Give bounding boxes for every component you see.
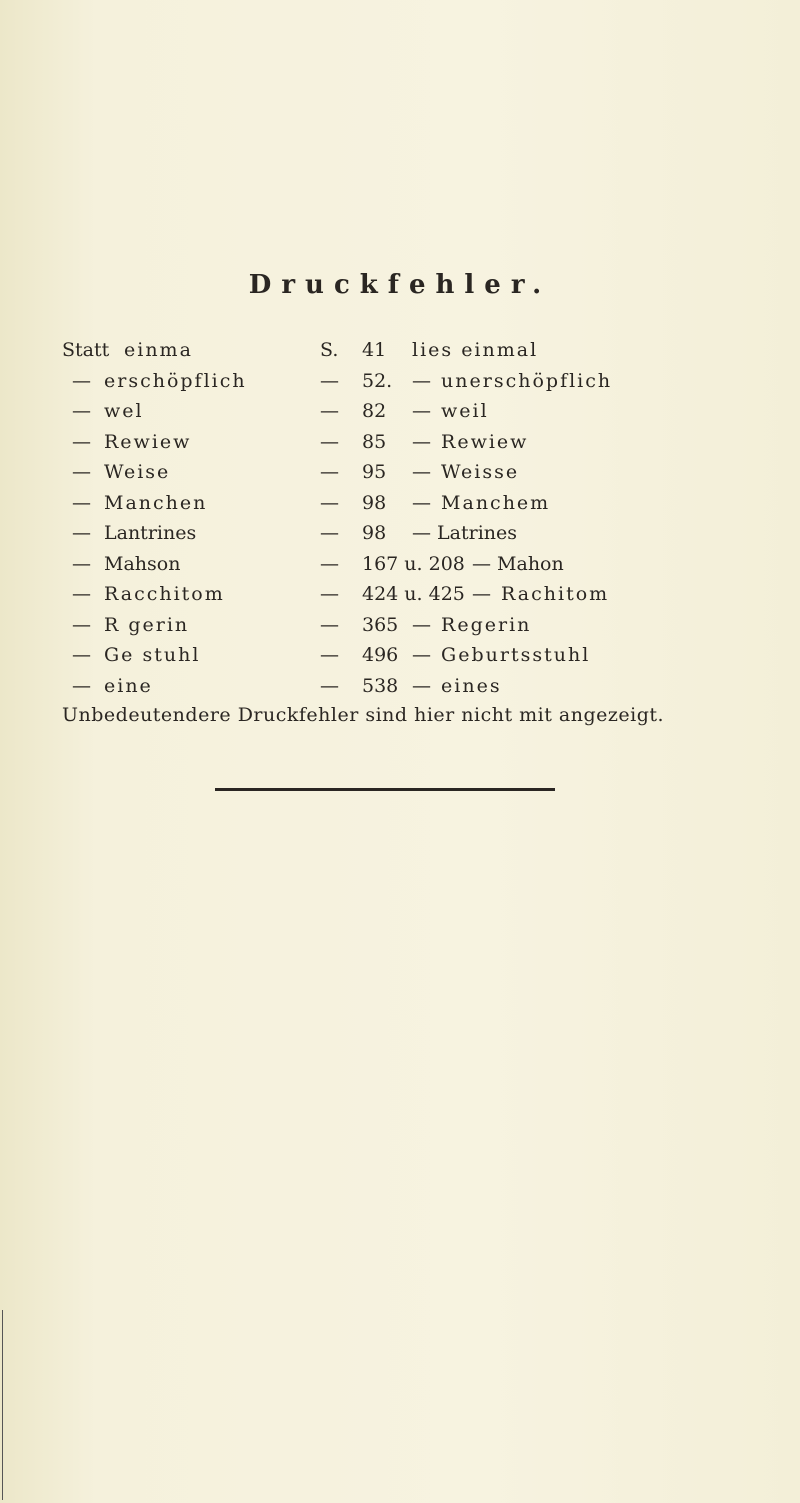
- row-lead: —: [72, 430, 91, 453]
- page-number: 496: [362, 644, 399, 666]
- page-prefix: —: [320, 613, 339, 636]
- correct-text: lies einmal: [412, 339, 539, 361]
- wrong-text: erschöpflich: [104, 369, 247, 392]
- errata-row: [62, 335, 782, 366]
- wrong-text: Lantrines: [104, 522, 197, 544]
- wrong-text: Racchitom: [104, 583, 225, 605]
- row-lead: —: [72, 644, 91, 666]
- page-prefix: —: [320, 400, 339, 422]
- correct-text: — Latrines: [412, 522, 518, 544]
- correct-text: — Geburtsstuhl: [412, 644, 591, 666]
- page-number: 365: [362, 613, 399, 636]
- correct-text: — Mahon: [472, 552, 564, 575]
- footer-note: Unbedeutendere Druckfehler sind hier nicht mit angezeigt.: [62, 704, 665, 726]
- wrong-text: R gerin: [104, 613, 190, 636]
- row-lead: —: [72, 369, 91, 392]
- correct-text: — eines: [412, 674, 502, 697]
- wrong-text: Manchen: [104, 491, 208, 514]
- page-number: 41: [362, 339, 387, 361]
- errata-row: [62, 518, 782, 549]
- correct-text: — unerschöpflich: [412, 369, 613, 392]
- page-number: 85: [362, 430, 387, 453]
- errata-row: [62, 671, 782, 702]
- page-number: 538: [362, 674, 399, 697]
- row-lead: —: [72, 461, 91, 483]
- page-number: 98: [362, 522, 387, 544]
- row-lead: —: [72, 674, 91, 697]
- row-lead: —: [72, 583, 91, 605]
- page-prefix: —: [320, 491, 339, 514]
- errata-row: [62, 549, 782, 580]
- errata-row: [62, 640, 782, 671]
- page-prefix: —: [320, 430, 339, 453]
- correct-text: — Manchem: [412, 491, 551, 514]
- errata-list: [62, 335, 782, 701]
- wrong-text: einma: [124, 339, 193, 361]
- errata-row: [62, 457, 782, 488]
- errata-row: [62, 488, 782, 519]
- page-prefix: —: [320, 674, 339, 697]
- wrong-text: Ge stuhl: [104, 644, 201, 666]
- correct-text: — Weisse: [412, 461, 520, 483]
- page-prefix: —: [320, 583, 339, 605]
- page-prefix: —: [320, 552, 339, 575]
- page-number: 95: [362, 461, 387, 483]
- page-prefix: S.: [320, 339, 339, 361]
- row-lead: —: [72, 491, 91, 514]
- page-prefix: —: [320, 522, 339, 544]
- page-prefix: —: [320, 461, 339, 483]
- errata-row: [62, 579, 782, 610]
- page-number: 82: [362, 400, 387, 422]
- correct-text: — Rachitom: [472, 583, 610, 605]
- errata-row: [62, 396, 782, 427]
- correct-text: — Rewiew: [412, 430, 529, 453]
- wrong-text: Rewiew: [104, 430, 192, 453]
- row-lead: —: [72, 522, 91, 544]
- row-lead: —: [72, 613, 91, 636]
- page-number: 167 u. 208: [362, 552, 465, 575]
- wrong-text: eine: [104, 674, 153, 697]
- wrong-text: wel: [104, 400, 144, 422]
- wrong-text: Weise: [104, 461, 171, 483]
- page-title: Druckfehler.: [248, 270, 552, 300]
- page-number: 52.: [362, 369, 393, 392]
- divider-rule: [215, 788, 555, 791]
- errata-row: [62, 610, 782, 641]
- margin-line: [2, 1310, 3, 1500]
- page-prefix: —: [320, 369, 339, 392]
- correct-text: — weil: [412, 400, 489, 422]
- errata-row: [62, 366, 782, 397]
- row-lead: Statt: [62, 339, 110, 361]
- errata-row: [62, 427, 782, 458]
- row-lead: —: [72, 552, 91, 575]
- page-prefix: —: [320, 644, 339, 666]
- wrong-text: Mahson: [104, 552, 181, 575]
- correct-text: — Regerin: [412, 613, 532, 636]
- row-lead: —: [72, 400, 91, 422]
- page-number: 424 u. 425: [362, 583, 465, 605]
- page-number: 98: [362, 491, 387, 514]
